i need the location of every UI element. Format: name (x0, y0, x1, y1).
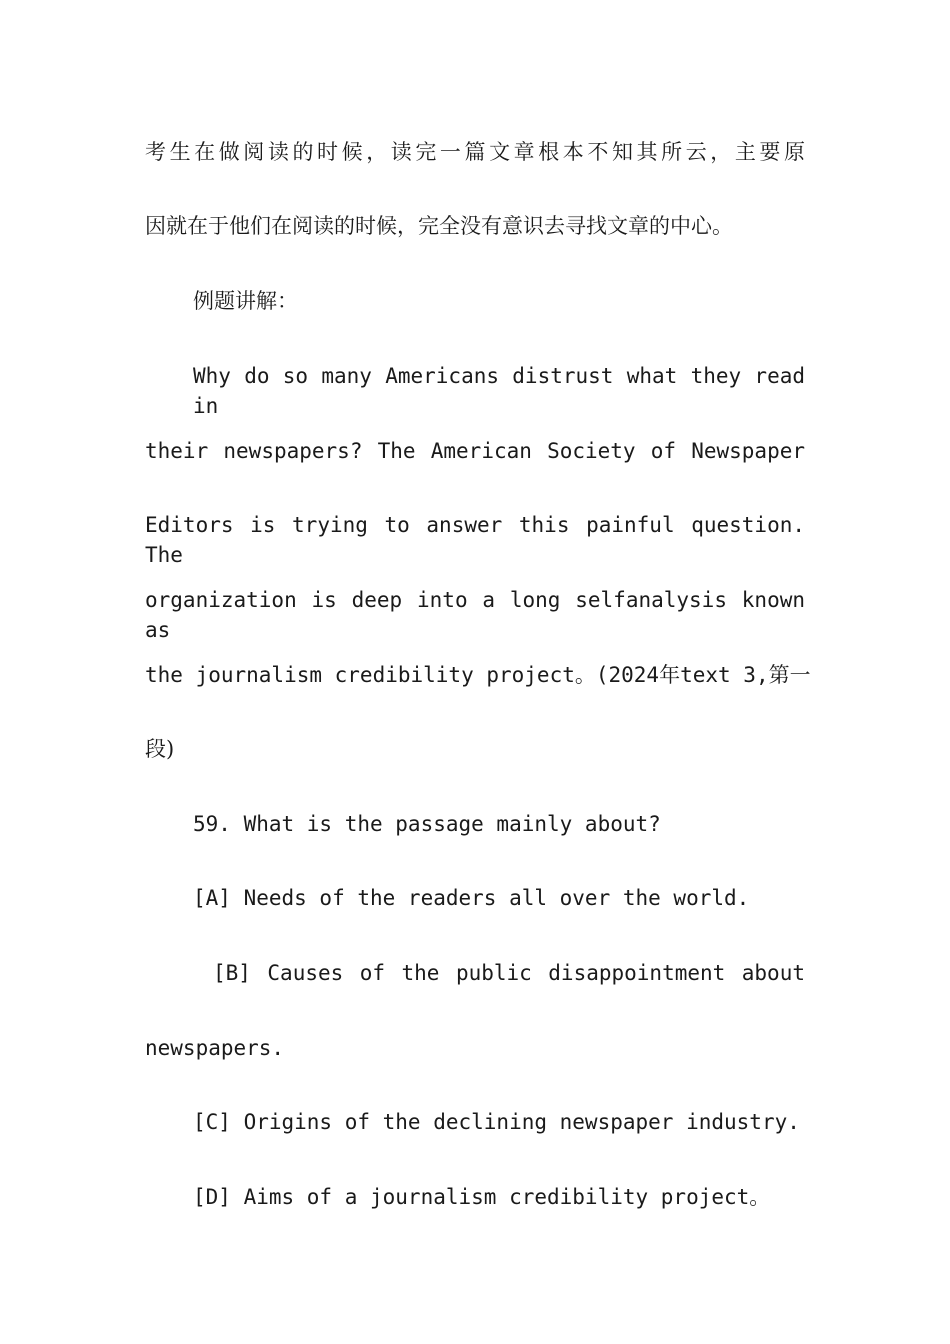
passage-line-1: Why do so many Americans distrust what they read in (193, 364, 805, 418)
passage-line-6: 段) (145, 737, 175, 761)
passage-line-4: organization is deep into a long selfanalysis known as (145, 588, 805, 642)
option-d: [D] Aims of a journalism credibility project。 (193, 1185, 771, 1209)
option-c: [C] Origins of the declining newspaper industry. (193, 1110, 800, 1134)
example-heading: 例题讲解： (193, 289, 298, 313)
question-stem: 59. What is the passage mainly about? (193, 812, 661, 836)
intro-line-1: 考生在做阅读的时候，读完一篇文章根本不知其所云，主要原 (145, 140, 805, 164)
option-b-line-2: newspapers. (145, 1036, 285, 1060)
option-b-line-1: [B] Causes of the public disappointment about (213, 961, 805, 985)
passage-line-2: their newspapers? The American Society of Newspaper (145, 439, 805, 463)
intro-line-2: 因就在于他们在阅读的时候，完全没有意识去寻找文章的中心。 (145, 214, 733, 238)
passage-line-5: the journalism credibility project。(2024年text 3,第一 (145, 663, 811, 687)
passage-line-3: Editors is trying to answer this painful question. The (145, 513, 805, 567)
option-a: [A] Needs of the readers all over the world. (193, 886, 750, 910)
